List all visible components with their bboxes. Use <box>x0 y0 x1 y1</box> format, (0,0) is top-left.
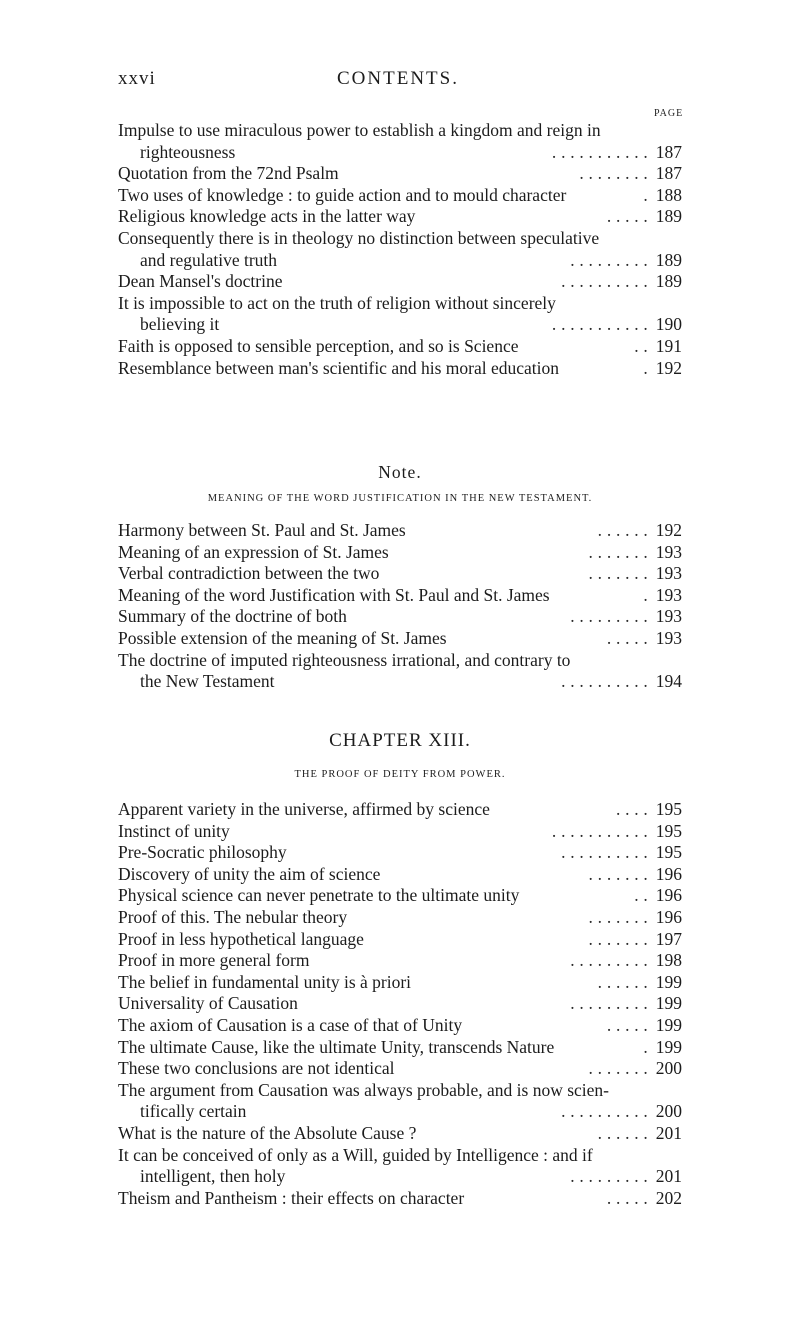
toc-entry <box>118 907 682 929</box>
page-number: 193 <box>655 627 682 648</box>
note-subheading: MEANING OF THE WORD JUSTIFICATION IN THE NEW TESTAMENT. <box>207 493 593 504</box>
toc-entry-text: Harmony between St. Paul and St. James <box>118 520 406 540</box>
contents-section-main <box>118 120 682 379</box>
toc-entry-text: Instinct of unity <box>118 820 230 841</box>
toc-entry-text: Meaning of an expression of St. James <box>118 541 389 562</box>
leader-dots: . . . . . . . . . <box>570 1166 648 1187</box>
toc-entry <box>118 228 682 271</box>
toc-entry <box>118 1145 682 1188</box>
toc-entry-text: Proof in more general form <box>118 950 310 971</box>
toc-entry <box>118 163 682 185</box>
leader-dots: . . . . . . . <box>588 928 648 949</box>
page-number: 196 <box>655 906 682 927</box>
page-number: 195 <box>655 799 682 819</box>
page-number: 188 <box>655 184 682 205</box>
page-number: 199 <box>655 1014 682 1035</box>
toc-entry-text: What is the nature of the Absolute Cause ? <box>118 1122 417 1143</box>
toc-entry-text: Proof in less hypothetical language <box>118 928 364 949</box>
page-number: 201 <box>655 1122 682 1143</box>
leader-dots: . . . . . . . <box>588 906 648 927</box>
page-number: 189 <box>655 271 682 292</box>
toc-entry <box>118 185 682 207</box>
toc-entry <box>118 821 682 843</box>
toc-entry-text: The axiom of Causation is a case of that of Unity <box>118 1014 463 1035</box>
page-number: 195 <box>655 820 682 841</box>
leader-dots: . . . . . . . . . . <box>561 842 648 863</box>
toc-entry <box>118 842 682 864</box>
toc-entry <box>118 1123 682 1145</box>
page-number: 200 <box>655 1058 682 1079</box>
toc-entry <box>118 542 682 564</box>
chapter-heading: CHAPTER XIII. <box>329 730 471 751</box>
leader-dots: . . <box>634 885 648 906</box>
leader-dots: . . . . . <box>606 1187 648 1208</box>
toc-entry-text: The belief in fundamental unity is à priori <box>118 971 412 992</box>
toc-entry <box>118 1037 682 1059</box>
toc-entry <box>118 1058 682 1080</box>
toc-entry-text: Pre-Socratic philosophy <box>118 842 287 863</box>
toc-entry-text: Dean Mansel's doctrine <box>118 271 283 292</box>
page-number: 199 <box>655 971 682 992</box>
leader-dots: . . . . . . . <box>588 541 648 562</box>
toc-entry-text: Possible extension of the meaning of St. James <box>118 627 447 648</box>
toc-entry-text: Two uses of knowledge : to guide action and to mould character <box>118 184 567 205</box>
toc-entry-text: Impulse to use miraculous power to establish a kingdom and reign in <box>118 120 601 140</box>
leader-dots: . <box>643 184 648 205</box>
leader-dots: . . . . <box>615 799 648 819</box>
contents-section-note <box>118 520 682 693</box>
toc-entry <box>118 950 682 972</box>
toc-entry-text: These two conclusions are not identical <box>118 1058 395 1079</box>
page-number: 187 <box>655 141 682 162</box>
toc-entry <box>118 1080 682 1123</box>
contents-section-chapter <box>118 799 682 1209</box>
toc-entry-text: Verbal contradiction between the two <box>118 563 380 584</box>
chapter-subheading: THE PROOF OF DEITY FROM POWER. <box>294 769 506 780</box>
toc-entry-text: Apparent variety in the universe, affirmed by science <box>118 799 490 819</box>
page-number: 196 <box>655 885 682 906</box>
page-number: 187 <box>655 163 682 184</box>
toc-entry <box>118 885 682 907</box>
page-number: 197 <box>655 928 682 949</box>
leader-dots: . . . . . . . <box>588 863 648 884</box>
page-number: 202 <box>655 1187 682 1208</box>
toc-entry-continuation: the New Testament <box>140 671 275 692</box>
toc-entry-text: Religious knowledge acts in the latter way <box>118 206 416 227</box>
page-number: 198 <box>655 950 682 971</box>
toc-entry <box>118 206 682 228</box>
toc-entry <box>118 606 682 628</box>
toc-entry-continuation: believing it <box>140 314 220 335</box>
toc-entry-text: Consequently there is in theology no distinction between speculative <box>118 227 600 248</box>
running-head <box>118 68 678 96</box>
leader-dots: . . . . . . . . . <box>570 249 648 270</box>
leader-dots: . . . . . . <box>597 971 648 992</box>
toc-entry-text: Resemblance between man's scientific and his moral education <box>118 357 559 378</box>
toc-entry <box>118 972 682 994</box>
page-number: 199 <box>655 993 682 1014</box>
toc-entry-text: The ultimate Cause, like the ultimate Unity, transcends Nature <box>118 1036 555 1057</box>
toc-entry <box>118 358 682 380</box>
toc-entry-text: Faith is opposed to sensible perception, and so is Science <box>118 335 519 356</box>
toc-entry-continuation: and regulative truth <box>140 249 278 270</box>
toc-entry <box>118 271 682 293</box>
toc-entry <box>118 585 682 607</box>
page-number: 193 <box>655 606 682 627</box>
leader-dots: . . . . . . . . . <box>570 993 648 1014</box>
toc-entry <box>118 1188 682 1210</box>
toc-entry <box>118 993 682 1015</box>
page-number: 201 <box>655 1166 682 1187</box>
toc-entry <box>118 1015 682 1037</box>
toc-entry-text: Quotation from the 72nd Psalm <box>118 163 339 184</box>
leader-dots: . . . . . . . . . . <box>561 671 648 692</box>
toc-entry <box>118 650 682 693</box>
leader-dots: . <box>643 584 648 605</box>
leader-dots: . <box>643 357 648 378</box>
leader-dots: . . . . . . . . . . . <box>551 141 648 162</box>
leader-dots: . . . . . . . <box>588 563 648 584</box>
page-number: 200 <box>655 1101 682 1122</box>
toc-entry-text: Proof of this. The nebular theory <box>118 906 348 927</box>
toc-entry <box>118 929 682 951</box>
page-number: 189 <box>655 206 682 227</box>
page-column-label: PAGE <box>654 108 684 119</box>
leader-dots: . <box>643 1036 648 1057</box>
leader-dots: . . . . . . <box>597 520 648 540</box>
toc-entry-text: The doctrine of imputed righteousness irrational, and contrary to <box>118 649 571 670</box>
leader-dots: . . . . . . . . . . <box>561 1101 648 1122</box>
toc-entry-continuation: tifically certain <box>140 1101 247 1122</box>
toc-entry-text: The argument from Causation was always probable, and is now scien- <box>118 1079 610 1100</box>
page-number: 190 <box>655 314 682 335</box>
page-number: 196 <box>655 863 682 884</box>
leader-dots: . . . . . . . . . . <box>561 271 648 292</box>
page-number: 193 <box>655 584 682 605</box>
page-number: 193 <box>655 563 682 584</box>
toc-entry <box>118 628 682 650</box>
leader-dots: . . <box>634 335 648 356</box>
page-folio: xxvi <box>118 68 156 89</box>
toc-entry-text: Universality of Causation <box>118 993 298 1014</box>
toc-entry-continuation: righteousness <box>140 141 236 162</box>
toc-entry-text: Summary of the doctrine of both <box>118 606 347 627</box>
leader-dots: . . . . . <box>606 1014 648 1035</box>
page-number: 195 <box>655 842 682 863</box>
toc-entry-text: Physical science can never penetrate to the ultimate unity <box>118 885 520 906</box>
page-number: 193 <box>655 541 682 562</box>
leader-dots: . . . . . . . . . <box>570 606 648 627</box>
toc-entry <box>118 336 682 358</box>
toc-entry <box>118 120 682 163</box>
leader-dots: . . . . . <box>606 627 648 648</box>
toc-entry <box>118 799 682 821</box>
leader-dots: . . . . . . . <box>588 1058 648 1079</box>
leader-dots: . . . . . <box>606 206 648 227</box>
toc-entry-text: It can be conceived of only as a Will, guided by Intelligence : and if <box>118 1144 593 1165</box>
page-number: 189 <box>655 249 682 270</box>
toc-entry <box>118 563 682 585</box>
leader-dots: . . . . . . . . . . . <box>551 820 648 841</box>
note-heading: Note. <box>378 462 422 482</box>
toc-entry-text: Discovery of unity the aim of science <box>118 863 381 884</box>
leader-dots: . . . . . . <box>597 1122 648 1143</box>
page-number: 199 <box>655 1036 682 1057</box>
toc-entry-text: Theism and Pantheism : their effects on character <box>118 1187 465 1208</box>
page-number: 192 <box>655 357 682 378</box>
leader-dots: . . . . . . . . . <box>570 950 648 971</box>
toc-entry-text: It is impossible to act on the truth of religion without sincerely <box>118 292 556 313</box>
page-number: 192 <box>655 520 682 540</box>
toc-entry-text: Meaning of the word Justification with St. Paul and St. James <box>118 584 550 605</box>
leader-dots: . . . . . . . . <box>579 163 648 184</box>
toc-entry-continuation: intelligent, then holy <box>140 1166 286 1187</box>
toc-entry <box>118 520 682 542</box>
page-number: 194 <box>655 671 682 692</box>
toc-entry <box>118 293 682 336</box>
toc-entry <box>118 864 682 886</box>
running-title: CONTENTS. <box>337 68 459 89</box>
leader-dots: . . . . . . . . . . . <box>551 314 648 335</box>
page-number: 191 <box>655 335 682 356</box>
